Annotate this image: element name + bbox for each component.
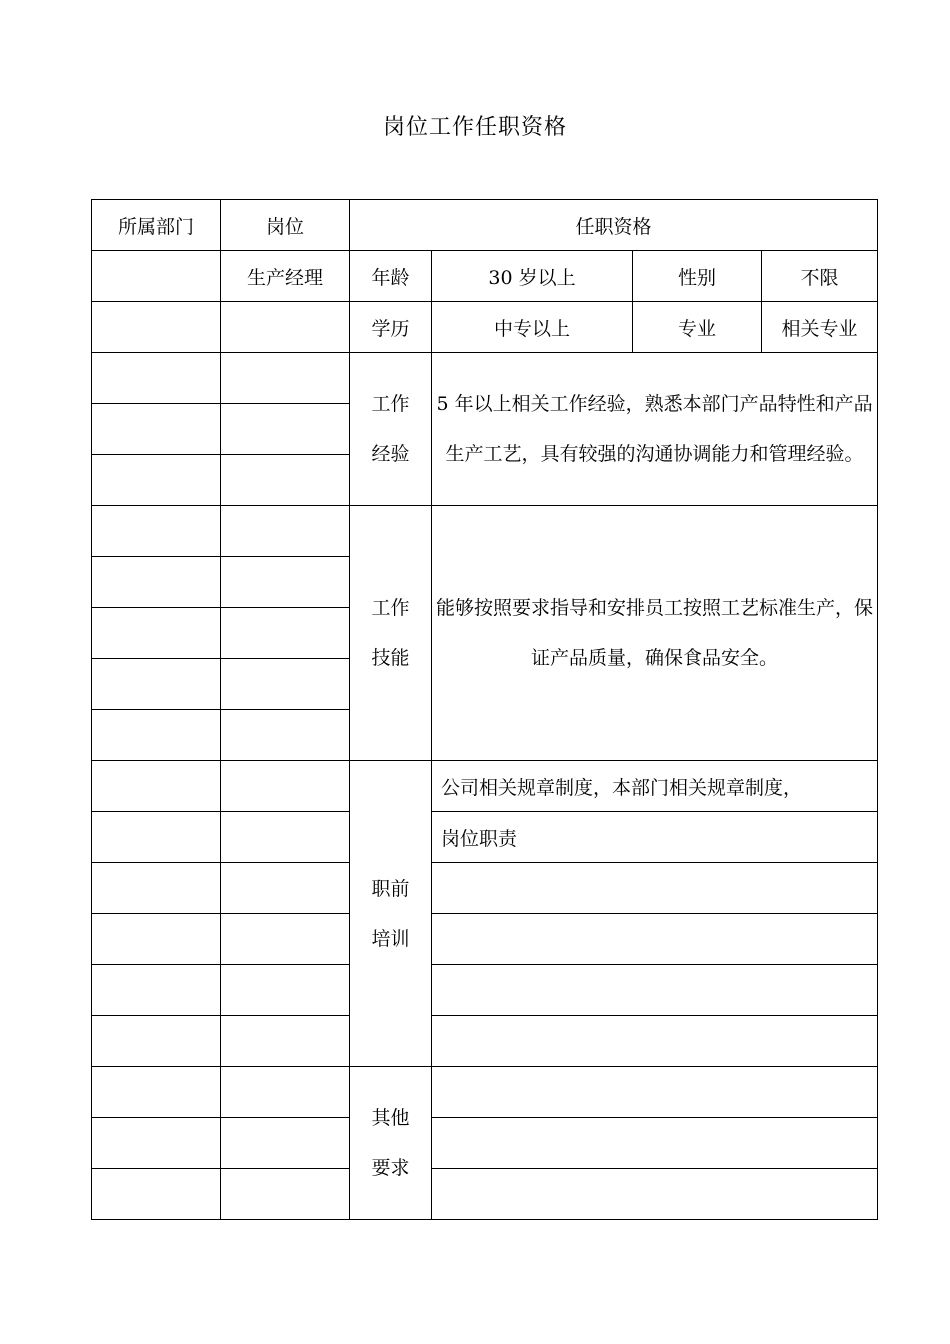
dept-cell[interactable]: [92, 557, 221, 608]
edu-label: 学历: [350, 302, 432, 353]
table-row: [92, 1067, 878, 1118]
dept-cell[interactable]: [92, 251, 221, 302]
other-label: [350, 1067, 432, 1220]
experience-label: [350, 353, 432, 506]
post-cell[interactable]: [221, 404, 350, 455]
post-cell[interactable]: [221, 506, 350, 557]
post-cell[interactable]: [221, 455, 350, 506]
page-title: 岗位工作任职资格: [382, 115, 567, 140]
gender-label: 性别: [633, 251, 762, 302]
table-row: [92, 1169, 878, 1220]
training-label: [350, 761, 432, 1067]
qualification-table: [91, 199, 878, 1220]
header-qualification: 任职资格: [350, 200, 878, 251]
gender-value: 不限: [762, 251, 878, 302]
table-row: [92, 1016, 878, 1067]
experience-label-line1: 工作: [371, 393, 410, 415]
dept-cell[interactable]: [92, 965, 221, 1016]
post-cell[interactable]: [221, 710, 350, 761]
major-value: 相关专业: [762, 302, 878, 353]
post-cell[interactable]: [221, 659, 350, 710]
post-cell[interactable]: [221, 965, 350, 1016]
post-cell[interactable]: [221, 302, 350, 353]
other-label-line2: 要求: [371, 1157, 410, 1179]
experience-text: 5 年以上相关工作经验，熟悉本部门产品特性和产品生产工艺，具有较强的沟通协调能力和管理经验。: [432, 353, 878, 506]
post-cell[interactable]: [221, 863, 350, 914]
post-cell[interactable]: [221, 1169, 350, 1220]
experience-label-line2: 经验: [371, 443, 410, 465]
table-row: [92, 506, 878, 557]
edu-value: 中专以上: [432, 302, 633, 353]
dept-cell[interactable]: [92, 302, 221, 353]
post-cell[interactable]: [221, 1016, 350, 1067]
training-label-line1: 职前: [371, 877, 410, 900]
major-label: 专业: [633, 302, 762, 353]
dept-cell[interactable]: [92, 1118, 221, 1169]
table-row: [92, 353, 878, 404]
dept-cell[interactable]: [92, 812, 221, 863]
skills-label: [350, 506, 432, 761]
table-header-row: [92, 200, 878, 251]
training-line-empty[interactable]: [432, 863, 878, 914]
other-line-empty[interactable]: [432, 1067, 878, 1118]
training-line-empty[interactable]: [432, 914, 878, 965]
other-line-empty[interactable]: [432, 1118, 878, 1169]
table-row: [92, 914, 878, 965]
other-label-line1: 其他: [371, 1107, 410, 1129]
dept-cell[interactable]: [92, 761, 221, 812]
post-cell[interactable]: [221, 1067, 350, 1118]
table-row: [92, 1118, 878, 1169]
post-cell[interactable]: [221, 608, 350, 659]
dept-cell[interactable]: [92, 455, 221, 506]
dept-cell[interactable]: [92, 710, 221, 761]
dept-cell[interactable]: [92, 1016, 221, 1067]
training-label-line2: 培训: [371, 927, 410, 950]
dept-cell[interactable]: [92, 506, 221, 557]
skills-text: 能够按照要求指导和安排员工按照工艺标准生产，保证产品质量，确保食品安全。: [432, 506, 878, 761]
dept-cell[interactable]: [92, 1067, 221, 1118]
post-cell[interactable]: [221, 557, 350, 608]
other-line-empty[interactable]: [432, 1169, 878, 1220]
skills-label-line2: 技能: [371, 647, 410, 669]
dept-cell[interactable]: [92, 659, 221, 710]
post-cell[interactable]: [221, 353, 350, 404]
training-line-empty[interactable]: [432, 965, 878, 1016]
post-value: 生产经理: [221, 251, 350, 302]
dept-cell[interactable]: [92, 353, 221, 404]
post-cell[interactable]: [221, 812, 350, 863]
table-row: [92, 302, 878, 353]
skills-label-line1: 工作: [371, 597, 410, 619]
dept-cell[interactable]: [92, 608, 221, 659]
dept-cell[interactable]: [92, 1169, 221, 1220]
table-row: [92, 863, 878, 914]
training-line-1: 公司相关规章制度，本部门相关规章制度，: [432, 761, 878, 812]
age-label: 年龄: [350, 251, 432, 302]
training-line-empty[interactable]: [432, 1016, 878, 1067]
table-row: [92, 965, 878, 1016]
post-cell[interactable]: [221, 761, 350, 812]
age-value: 30 岁以上: [432, 251, 633, 302]
table-row: [92, 251, 878, 302]
training-line-2: 岗位职责: [432, 812, 878, 863]
header-dept: 所属部门: [92, 200, 221, 251]
dept-cell[interactable]: [92, 863, 221, 914]
table-row: [92, 761, 878, 812]
post-cell[interactable]: [221, 914, 350, 965]
post-cell[interactable]: [221, 1118, 350, 1169]
dept-cell[interactable]: [92, 914, 221, 965]
table-row: [92, 812, 878, 863]
header-post: 岗位: [221, 200, 350, 251]
dept-cell[interactable]: [92, 404, 221, 455]
